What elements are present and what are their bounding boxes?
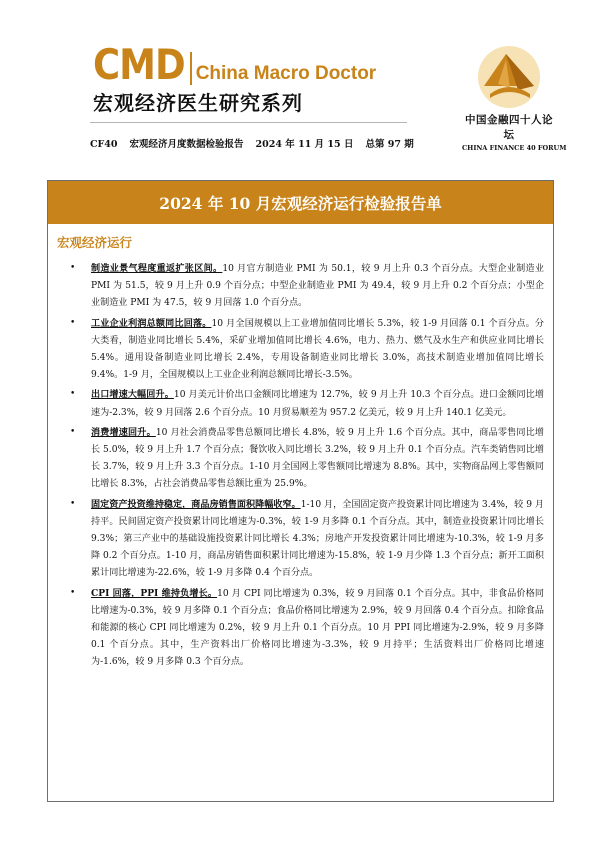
report-card [47, 180, 554, 802]
report-name: 宏观经济月度数据检验报告 [129, 139, 244, 150]
series-title: 宏观经济医生研究系列 [93, 91, 303, 115]
brand-subtitle: China Macro Doctor [195, 63, 377, 84]
header-divider [90, 122, 407, 123]
report-header [93, 40, 376, 115]
item-headline: 制造业景气程度重返扩张区间。 [91, 263, 223, 274]
item-headline: CPI 回落，PPI 维持负增长。 [91, 587, 218, 599]
item-headline: 工业企业利润总额同比回落。 [91, 317, 212, 329]
bullet-icon: • [70, 389, 76, 400]
indicator-item [48, 260, 553, 313]
bullet-icon: • [70, 498, 76, 509]
brand-logo [93, 40, 376, 88]
item-headline: 出口增速大幅回升。 [91, 389, 174, 401]
brand-mark: CMD [93, 40, 185, 90]
report-title: 2024 年 10 月宏观经济运行检验报告单 [48, 181, 553, 224]
report-issue: 总第 97 期 [365, 139, 414, 150]
forum-name-cn: 中国金融四十人论坛 [465, 114, 553, 141]
report-meta [90, 136, 426, 150]
indicator-item [48, 315, 553, 385]
bullet-icon: • [70, 263, 76, 273]
item-body: 1-10 月，全国固定资产投资累计同比增速为 3.4%，较 9 月持平。民间固定资产投资累计同比增速为-0.3%，较 1-9 月多降 0.1 个百分点。其中，制造业投资累计同比增长 9.3%；第三产业中的基础设施投资累计同比增长 4.3%；房地产开发投资累计同比增速为-10.3%，较 1-9 月多降 0.2 个百分点。1-10 月，商品房销售面积累计同比增速为-15.8%，较 1-9 月少降 1.3 个百分点；新开工面积累计同比增速为-22.6%，较 1-9 月多降 0.4 个百分点。 [91, 499, 544, 579]
bullet-icon: • [70, 426, 76, 437]
item-body: 10 月全国规模以上工业增加值同比增长 5.3%，较 1-9 月回落 0.1 个百分点。分大类看，制造业同比增长 5.4%，采矿业增加值同比增长 4.6%，电力、热力、燃气及水生产和供应业同比增长 5.4%。通用设备制造业同比增长 2.4%，专用设备制造业同比增长 3.0%，高技术制造业增加值同比增长 9.4%。1-9 月，全国规模以上工业企业利润总额同比增长-3.5%。 [91, 318, 544, 381]
report-date: 2024 年 11 月 15 日 [255, 139, 354, 150]
item-body: 10 月官方制造业 PMI 为 50.1，较 9 月上升 0.3 个百分点。大型企业制造业 PMI 为 51.5，较 9 月上升 0.9 个百分点；中型企业制造业 PMI 为 49.4，较 9 月上升 0.2 个百分点；小型企业制造业 PMI 为 47.5，较 9 月回落 1.0 个百分点。 [91, 264, 544, 309]
item-body: 10 月美元计价出口金额同比增速为 12.7%，较 9 月上升 10.3 个百分点。进口金额同比增速为-2.3%，较 9 月回落 2.6 个百分点。10 月贸易顺差为 957.2 亿美元，较 9 月上升 140.1 亿美元。 [91, 390, 544, 418]
bullet-icon: • [70, 317, 76, 328]
indicator-item [48, 386, 553, 421]
item-headline: 固定资产投资维持稳定，商品房销售面积降幅收窄。 [91, 498, 301, 510]
bullet-icon: • [70, 587, 76, 598]
item-body: 10 月社会消费品零售总额同比增长 4.8%，较 9 月上升 1.6 个百分点。其中，商品零售同比增长 5.0%，较 9 月上升 1.7 个百分点；餐饮收入同比增长 3.2%，较 9 月上升 0.1 个百分点。汽车类销售同比增长 3.7%，较 9 月上升 3.3 个百分点。1-10 月全国网上零售额同比增速为 8.8%。其中，实物商品网上零售额同比增长 8.3%，占社会消费品零售总额比重为 25.9%。 [91, 427, 544, 490]
forum-logo [462, 44, 567, 152]
report-code: CF40 [90, 139, 118, 150]
indicator-item [48, 585, 553, 672]
item-headline: 消费增速回升。 [91, 426, 156, 438]
indicator-item [48, 424, 553, 494]
forum-emblem-icon [476, 44, 542, 110]
forum-name-en: CHINA FINANCE 40 FORUM [462, 144, 567, 152]
section-heading: 宏观经济运行 [57, 235, 133, 250]
item-body: 10 月 CPI 同比增速为 0.3%，较 9 月回落 0.1 个百分点。其中，非食品价格同比增速为-0.3%，较 9 月多降 0.1 个百分点；食品价格同比增速为 2.9%，较 9 月回落 0.4 个百分点。扣除食品和能源的核心 CPI 同比增速为 0.2%，较 9 月上升 0.1 个百分点。10 月 PPI 同比增速为-2.9%，较 9 月多降 0.1 个百分点。其中，生产资料出厂价格同比增速为-3.3%，较 9 月持平；生活资料出厂价格同比增速为-1.6%，较 9 月多降 0.3 个百分点。 [91, 588, 544, 668]
brand-divider [190, 52, 192, 85]
indicator-list [48, 260, 553, 674]
indicator-item [48, 496, 553, 583]
